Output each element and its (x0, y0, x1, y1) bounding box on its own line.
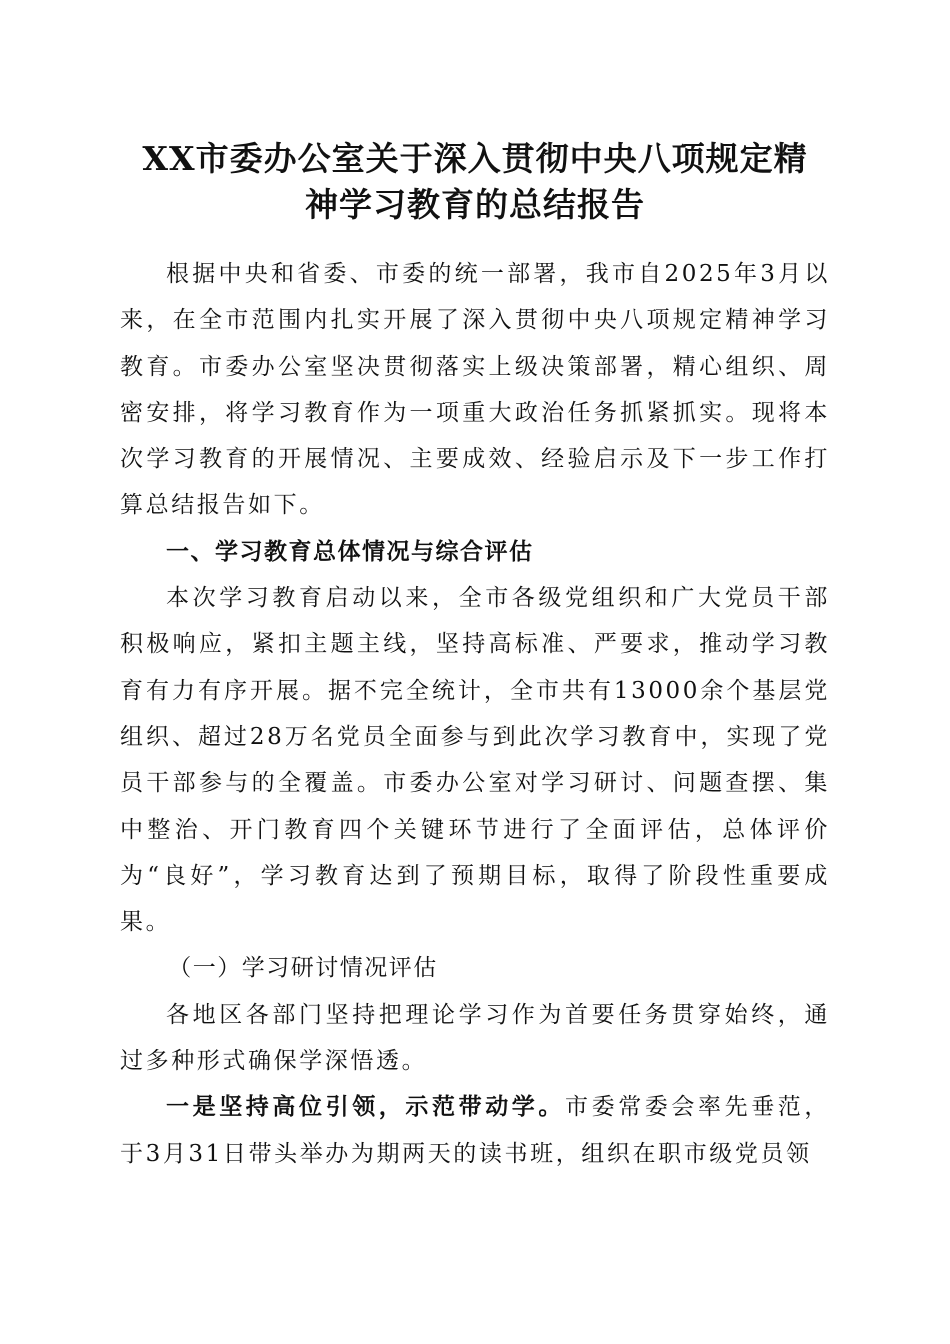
subsection-1-paragraph: 各地区各部门坚持把理论学习作为首要任务贯穿始终，通过多种形式确保学深悟透。 (120, 1001, 830, 1075)
point-1-paragraph (120, 1084, 830, 1177)
point-1-text: 市委常委会率先垂范，于3月31日带头举办为期两天的读书班，组织在职市级党员领 (120, 1094, 830, 1167)
title-line-2: 神学习教育的总结报告 (305, 185, 645, 224)
section-1-paragraph: 本次学习教育启动以来，全市各级党组织和广大党员干部积极响应，紧扣主题主线，坚持高标准、严要求，推动学习教育有力有序开展。据不完全统计，全市共有13000余个基层党组织、超过28万名党员全面参与到此次学习教育中，实现了党员干部参与的全覆盖。市委办公室对学习研讨、问题查摆、集中整治、开门教育四个关键环节进行了全面评估，总体评价为“良好”，学习教育达到了预期目标，取得了阶段性重要成果。 (120, 585, 830, 936)
document-body (120, 251, 830, 1177)
subsection-1-heading: （一）学习研讨情况评估 (168, 955, 438, 982)
intro-paragraph: 根据中央和省委、市委的统一部署，我市自2025年3月以来，在全市范围内扎实开展了深入贯彻中央八项规定精神学习教育。市委办公室坚决贯彻落实上级决策部署，精心组织、周密安排，将学习教育作为一项重大政治任务抓紧抓实。现将本次学习教育的开展情况、主要成效、经验启示及下一步工作打算总结报告如下。 (120, 261, 830, 519)
title-line-1: XX市委办公室关于深入贯彻中央八项规定精 (142, 139, 808, 178)
document-title (110, 136, 840, 228)
point-1-lead: 一是坚持高位引领，示范带动学。 (166, 1093, 565, 1121)
section-1-heading: 一、学习教育总体情况与综合评估 (166, 538, 534, 565)
